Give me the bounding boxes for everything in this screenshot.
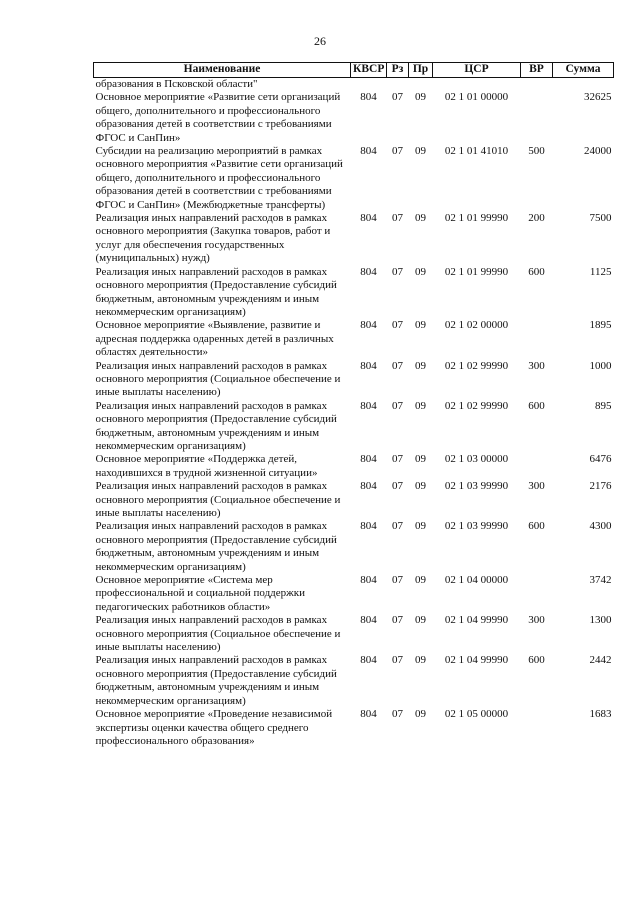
cell-csr: 02 1 01 99990 xyxy=(444,265,509,278)
cell-csr: 02 1 03 99990 xyxy=(444,520,509,533)
table-row xyxy=(94,708,614,748)
cell-name: Реализация иных направлений расходов в рамках основного мероприятия (Предоставление субсидий бюджетным, автономным учреждениям и иным некоммерческим организациям) xyxy=(95,399,337,452)
cell-rz: 07 xyxy=(392,212,403,225)
table-row xyxy=(94,520,614,574)
cell-name: Реализация иных направлений расходов в рамках основного мероприятия (Социальное обеспечение и иные выплаты населению) xyxy=(95,480,341,519)
cell-csr: 02 1 04 99990 xyxy=(444,654,509,667)
cell-pr: 09 xyxy=(415,319,426,332)
cell-sum: 7500 xyxy=(589,212,612,225)
table-row xyxy=(94,212,614,266)
page-number: 26 xyxy=(314,34,326,48)
cell-rz: 07 xyxy=(392,520,403,533)
cell-name: Реализация иных направлений расходов в рамках основного мероприятия (Предоставление субсидий бюджетным, автономным учреждениям и иным некоммерческим организациям) xyxy=(95,654,337,707)
cell-vr xyxy=(521,91,553,145)
cell-vr: 300 xyxy=(528,480,545,493)
cell-kvsr: 804 xyxy=(360,480,377,493)
cell-kvsr: 804 xyxy=(360,212,377,225)
cell-pr: 09 xyxy=(415,265,426,278)
cell-kvsr: 804 xyxy=(360,399,377,412)
cell-csr: 02 1 04 00000 xyxy=(444,574,509,587)
cell-kvsr: 804 xyxy=(360,574,377,587)
table-row xyxy=(94,360,614,400)
cell-vr: 600 xyxy=(528,654,545,667)
cell-sum: 1300 xyxy=(589,614,612,627)
cell-pr: 09 xyxy=(415,574,426,587)
cell-rz: 07 xyxy=(392,480,403,493)
cell-sum: 2442 xyxy=(589,654,612,667)
cell-vr: 600 xyxy=(528,399,545,412)
cell-kvsr: 804 xyxy=(360,654,377,667)
cell-vr xyxy=(521,319,553,359)
cell-vr: 600 xyxy=(528,265,545,278)
cell-pr: 09 xyxy=(415,614,426,627)
table-row xyxy=(94,91,614,145)
cell-name: Основное мероприятие «Проведение независимой экспертизы оценки качества общего среднего профессионального образования» xyxy=(95,708,333,747)
cell-rz: 07 xyxy=(392,265,403,278)
cell-sum: 1125 xyxy=(589,265,612,278)
cell-name: Субсидии на реализацию мероприятий в рамках основного мероприятия «Развитие сети организаций общего, дополнительного и профессионального образования детей в соответствии с требованиями ФГОС и СанПин» (Межбюджетные трансферты) xyxy=(95,145,343,211)
cell-sum: 1895 xyxy=(589,319,612,332)
cell-sum: 895 xyxy=(595,399,612,412)
cell-kvsr: 804 xyxy=(360,614,377,627)
cell-vr xyxy=(521,574,553,614)
header-kvsr: КВСР xyxy=(351,63,387,78)
cell-sum: 24000 xyxy=(584,145,612,158)
header-vr: ВР xyxy=(521,63,553,78)
cell-vr: 300 xyxy=(528,359,545,372)
cell-sum: 32625 xyxy=(584,91,612,104)
cell-name: Реализация иных направлений расходов в рамках основного мероприятия (Социальное обеспечение и иные выплаты населению) xyxy=(95,614,341,654)
budget-table xyxy=(93,62,614,748)
continuation-text: образования в Псковской области" xyxy=(95,78,258,90)
cell-csr: 02 1 02 99990 xyxy=(444,399,509,412)
cell-csr: 02 1 01 00000 xyxy=(444,91,509,104)
cell-vr xyxy=(521,708,553,748)
cell-pr: 09 xyxy=(415,453,426,466)
cell-pr: 09 xyxy=(415,399,426,412)
cell-csr: 02 1 02 00000 xyxy=(444,319,509,332)
cell-csr: 02 1 04 99990 xyxy=(444,614,509,627)
cell-pr: 09 xyxy=(415,480,426,493)
cell-pr: 09 xyxy=(415,520,426,533)
cell-csr: 02 1 03 99990 xyxy=(444,480,509,493)
cell-vr: 300 xyxy=(528,614,545,627)
cell-kvsr: 804 xyxy=(360,359,377,372)
cell-vr: 200 xyxy=(528,212,545,225)
cell-name: Основное мероприятие «Развитие сети организаций общего, дополнительного и профессионального образования детей в соответствии с требованиями ФГОС и СанПин» xyxy=(95,91,341,144)
cell-rz: 07 xyxy=(392,359,403,372)
header-pr: Пр xyxy=(409,63,433,78)
cell-sum: 1683 xyxy=(589,708,612,721)
cell-kvsr: 804 xyxy=(360,520,377,533)
header-csr: ЦСР xyxy=(433,63,521,78)
cell-pr: 09 xyxy=(415,359,426,372)
cell-vr xyxy=(521,453,553,480)
cell-vr: 600 xyxy=(528,520,545,533)
cell-kvsr: 804 xyxy=(360,91,377,104)
cell-name: Основное мероприятие «Система мер профессиональной и социальной поддержки педагогических работников области» xyxy=(95,574,305,613)
cell-rz: 07 xyxy=(392,399,403,412)
header-name: Наименование xyxy=(94,63,351,78)
cell-name: Реализация иных направлений расходов в рамках основного мероприятия (Социальное обеспечение и иные выплаты населению) xyxy=(95,359,341,399)
cell-name: Реализация иных направлений расходов в рамках основного мероприятия (Предоставление субсидий бюджетным, автономным учреждениям и иным некоммерческим организациям) xyxy=(95,265,337,318)
header-sum: Сумма xyxy=(553,63,614,78)
cell-csr: 02 1 01 99990 xyxy=(444,212,509,225)
cell-csr: 02 1 05 00000 xyxy=(444,708,509,721)
cell-name: Реализация иных направлений расходов в рамках основного мероприятия (Предоставление субсидий бюджетным, автономным учреждениям и иным некоммерческим организациям) xyxy=(95,520,337,573)
cell-pr: 09 xyxy=(415,212,426,225)
cell-csr: 02 1 02 99990 xyxy=(444,359,509,372)
cell-kvsr: 804 xyxy=(360,145,377,158)
cell-rz: 07 xyxy=(392,91,403,104)
cell-rz: 07 xyxy=(392,708,403,721)
cell-csr: 02 1 01 41010 xyxy=(444,145,509,158)
cell-rz: 07 xyxy=(392,574,403,587)
cell-kvsr: 804 xyxy=(360,265,377,278)
cell-csr: 02 1 03 00000 xyxy=(444,453,509,466)
cell-name: Основное мероприятие «Выявление, развитие и адресная поддержка одаренных детей в различных областях деятельности» xyxy=(95,319,334,359)
cell-rz: 07 xyxy=(392,453,403,466)
cell-rz: 07 xyxy=(392,614,403,627)
cell-pr: 09 xyxy=(415,145,426,158)
cell-pr: 09 xyxy=(415,708,426,721)
table-row xyxy=(94,145,614,212)
header-rz: Рз xyxy=(387,63,409,78)
cell-pr: 09 xyxy=(415,654,426,667)
table-header-row xyxy=(94,63,614,78)
cell-sum: 2176 xyxy=(589,480,612,493)
cell-name: Основное мероприятие «Поддержка детей, находившихся в трудной жизненной ситуации» xyxy=(95,453,318,479)
table-row xyxy=(94,574,614,614)
cell-kvsr: 804 xyxy=(360,453,377,466)
cell-sum: 4300 xyxy=(589,520,612,533)
cell-rz: 07 xyxy=(392,145,403,158)
table-row xyxy=(94,266,614,320)
cell-vr: 500 xyxy=(528,145,545,158)
cell-sum: 6476 xyxy=(589,453,612,466)
table-row xyxy=(94,480,614,520)
cell-rz: 07 xyxy=(392,319,403,332)
continuation-row xyxy=(94,78,614,92)
table-row xyxy=(94,614,614,654)
cell-sum: 3742 xyxy=(589,574,612,587)
table-row xyxy=(94,654,614,708)
cell-kvsr: 804 xyxy=(360,319,377,332)
table-row xyxy=(94,453,614,480)
cell-kvsr: 804 xyxy=(360,708,377,721)
cell-sum: 1000 xyxy=(589,359,612,372)
cell-rz: 07 xyxy=(392,654,403,667)
cell-name: Реализация иных направлений расходов в рамках основного мероприятия (Закупка товаров, работ и услуг для обеспечения государственных (муниципальных) нужд) xyxy=(95,212,331,265)
cell-pr: 09 xyxy=(415,91,426,104)
table-row xyxy=(94,319,614,359)
table-row xyxy=(94,400,614,454)
